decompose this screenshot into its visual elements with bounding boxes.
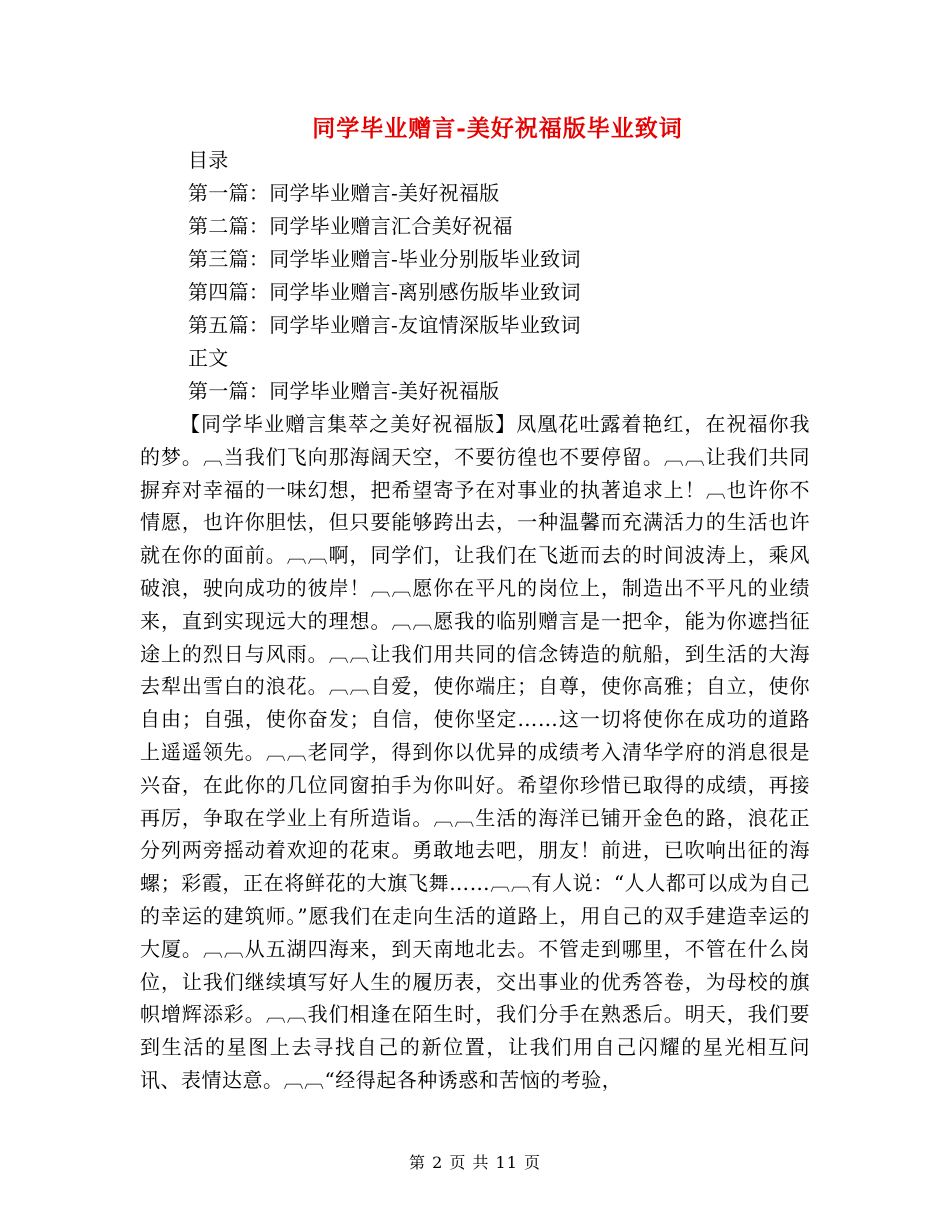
toc-item: 第四篇：同学毕业赠言-离别感伤版毕业致词 — [188, 280, 581, 304]
toc-item: 第二篇：同学毕业赠言汇合美好祝福 — [188, 214, 513, 238]
toc-heading: 目录 — [188, 148, 229, 172]
section-heading: 第一篇：同学毕业赠言-美好祝福版 — [188, 379, 500, 403]
toc-item: 第三篇：同学毕业赠言-毕业分别版毕业致词 — [188, 247, 581, 271]
body-paragraph: 【同学毕业赠言集萃之美好祝福版】凤凰花吐露着艳红，在祝福你我的梦。︹当我们飞向那海阔天空，不要彷徨也不要停留。︹︹让我们共同摒弃对幸福的一味幻想，把希望寄予在对事业的执著追求上！︹也许你不情愿，也许你胆怯，但只要能够跨出去，一种温馨而充满活力的生活也许就在你的面前。︹︹啊，同学们，让我们在飞逝而去的时间波涛上，乘风破浪，驶向成功的彼岸！︹︹愿你在平凡的岗位上，制造出不平凡的业绩来，直到实现远大的理想。︹︹愿我的临别赠言是一把伞，能为你遮挡征途上的烈日与风雨。︹︹让我们用共同的信念铸造的航船，到生活的大海去犁出雪白的浪花。︹︹自爱，使你端庄；自尊，使你高雅；自立，使你自由；自强，使你奋发；自信，使你坚定……这一切将使你在成功的道路上遥遥领先。︹︹老同学，得到你以优异的成绩考入清华学府的消息很是兴奋，在此你的几位同窗拍手为你叫好。希望你珍惜已取得的成绩，再接再厉，争取在学业上有所造诣。︹︹生活的海洋已铺开金色的路，浪花正分列两旁摇动着欢迎的花束。勇敢地去吧，朋友！前进，已吹响出征的海螺；彩霞，正在将鲜花的大旗飞舞……︹︹有人说：“人人都可以成为自己的幸运的建筑师。”愿我们在走向生活的道路上，用自己的双手建造幸运的大厦。︹︹从五湖四海来，到天南地北去。不管走到哪里，不管在什么岗位，让我们继续填写好人生的履历表，交出事业的优秀答卷，为母校的旗帜增辉添彩。︹︹我们相逢在陌生时，我们分手在熟悉后。明天，我们要到生活的星图上去寻找自己的新位置，让我们用自己闪耀的星光相互问讯、表情达意。︹︹“经得起各种诱惑和苦恼的考验， — [140, 412, 810, 1092]
document-title: 同学毕业赠言-美好祝福版毕业致词 — [312, 115, 683, 142]
toc-item: 第五篇：同学毕业赠言-友谊情深版毕业致词 — [188, 313, 581, 337]
toc-item: 第一篇：同学毕业赠言-美好祝福版 — [188, 181, 500, 205]
page-footer: 第 2 页 共 11 页 — [409, 1153, 541, 1172]
body-heading: 正文 — [188, 346, 229, 370]
table-of-contents — [188, 144, 581, 408]
